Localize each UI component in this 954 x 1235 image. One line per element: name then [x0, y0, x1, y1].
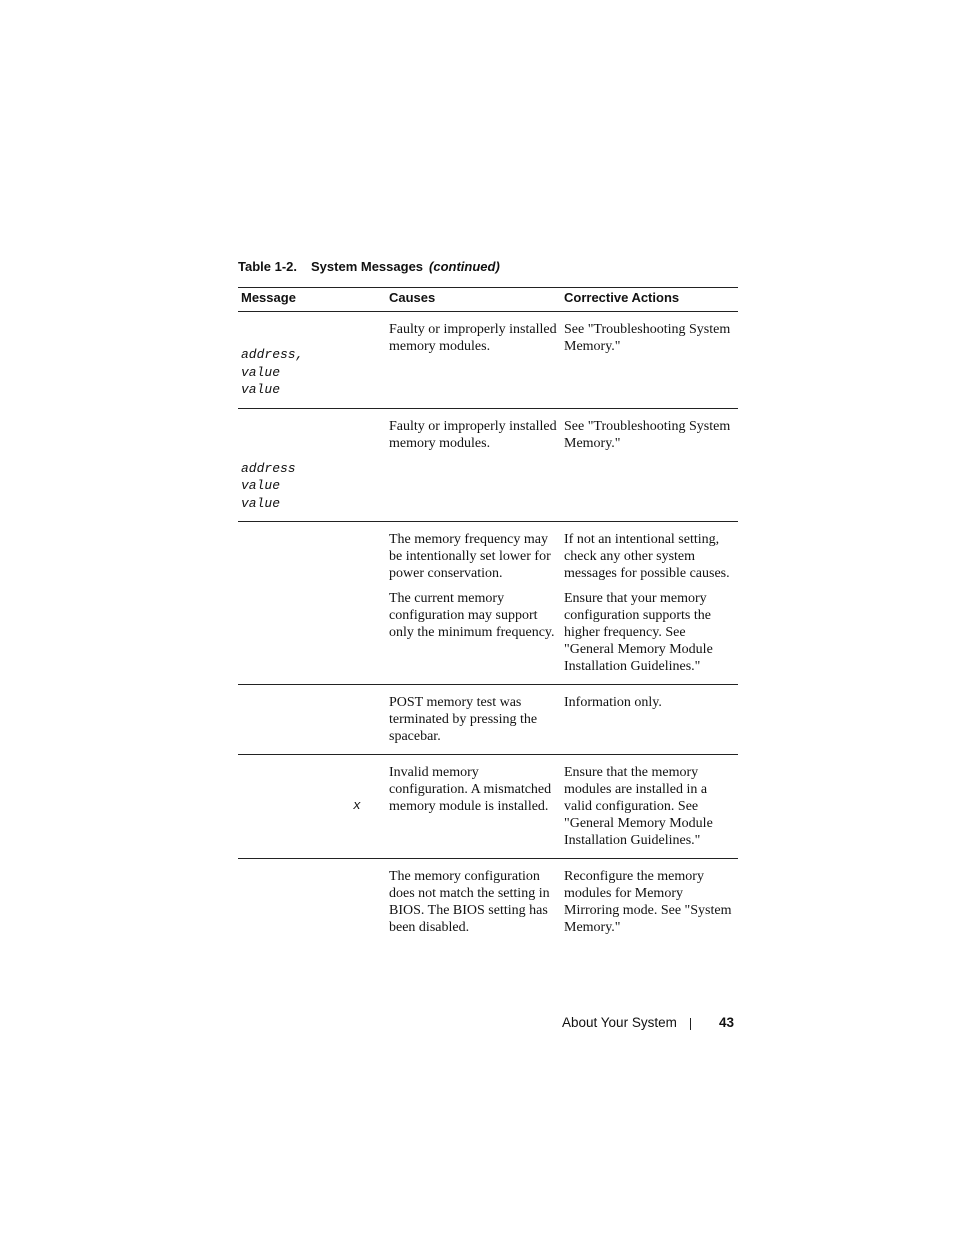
table-caption-continued: (continued): [429, 259, 500, 274]
actions-cell: [561, 859, 738, 946]
message-token: address,: [241, 347, 304, 362]
message-cell: [238, 522, 386, 685]
message-cell: [238, 685, 386, 755]
actions-cell: [561, 312, 738, 409]
message-token: value: [241, 382, 281, 397]
causes-cell: [386, 522, 561, 685]
cause-text: The memory configuration does not match the setting in BIOS. The BIOS setting has been disabled.: [389, 869, 550, 935]
table-row: [238, 685, 738, 755]
action-text: See "Troubleshooting System Memory.": [564, 418, 731, 451]
message-token: value: [241, 364, 281, 380]
header-causes: Causes: [386, 288, 561, 312]
cause-text: Faulty or improperly installed memory modules.: [389, 322, 557, 354]
header-corrective-actions: Corrective Actions: [561, 288, 738, 312]
message-token: address: [241, 460, 296, 476]
cause-text: The current memory configuration may support only the minimum frequency.: [389, 591, 555, 640]
footer-separator: [690, 1018, 691, 1030]
action-text: Information only.: [564, 695, 662, 710]
cause-text: Faulty or improperly installed memory modules.: [389, 418, 557, 451]
table-caption-title: System Messages: [311, 259, 424, 274]
table-header-row: [238, 288, 738, 312]
table-row: [238, 312, 738, 409]
table-caption-label: Table 1-2.: [238, 259, 298, 274]
message-token: value: [241, 495, 281, 511]
actions-cell: [561, 522, 738, 685]
action-text: See "Troubleshooting System Memory.": [564, 322, 731, 354]
table-row: [238, 859, 738, 946]
action-text: Reconfigure the memory modules for Memory Mirroring mode. See "System Memory.": [564, 869, 732, 935]
actions-cell: [561, 755, 738, 859]
table-caption: [238, 259, 500, 274]
message-token: value: [241, 478, 281, 493]
causes-cell: [386, 312, 561, 409]
actions-cell: [561, 685, 738, 755]
actions-cell: [561, 408, 738, 522]
table-row: [238, 755, 738, 859]
header-message: Message: [238, 288, 386, 312]
message-token: x: [353, 798, 361, 813]
causes-cell: [386, 685, 561, 755]
causes-cell: [386, 859, 561, 946]
causes-cell: [386, 408, 561, 522]
table-row: [238, 522, 738, 685]
footer-section-title: About Your System: [562, 1015, 677, 1030]
system-messages-table: [238, 287, 738, 945]
cause-text: The memory frequency may be intentionally set lower for power conservation.: [389, 532, 551, 581]
message-cell: [238, 312, 386, 409]
causes-cell: [386, 755, 561, 859]
action-text: Ensure that your memory configuration supports the higher frequency. See "General Memory Module Installation Guidelines.": [564, 591, 713, 674]
cause-text: POST memory test was terminated by pressing the spacebar.: [389, 695, 538, 744]
cause-text: Invalid memory configuration. A mismatched memory module is installed.: [389, 765, 552, 814]
message-cell: [238, 408, 386, 522]
message-cell: [238, 755, 386, 859]
table-row: [238, 408, 738, 522]
action-text: If not an intentional setting, check any other system messages for possible causes.: [564, 532, 730, 581]
message-cell: [238, 859, 386, 946]
page-number: 43: [718, 1015, 734, 1030]
action-text: Ensure that the memory modules are installed in a valid configuration. See "General Memory Module Installation Guidelines.": [564, 765, 713, 848]
